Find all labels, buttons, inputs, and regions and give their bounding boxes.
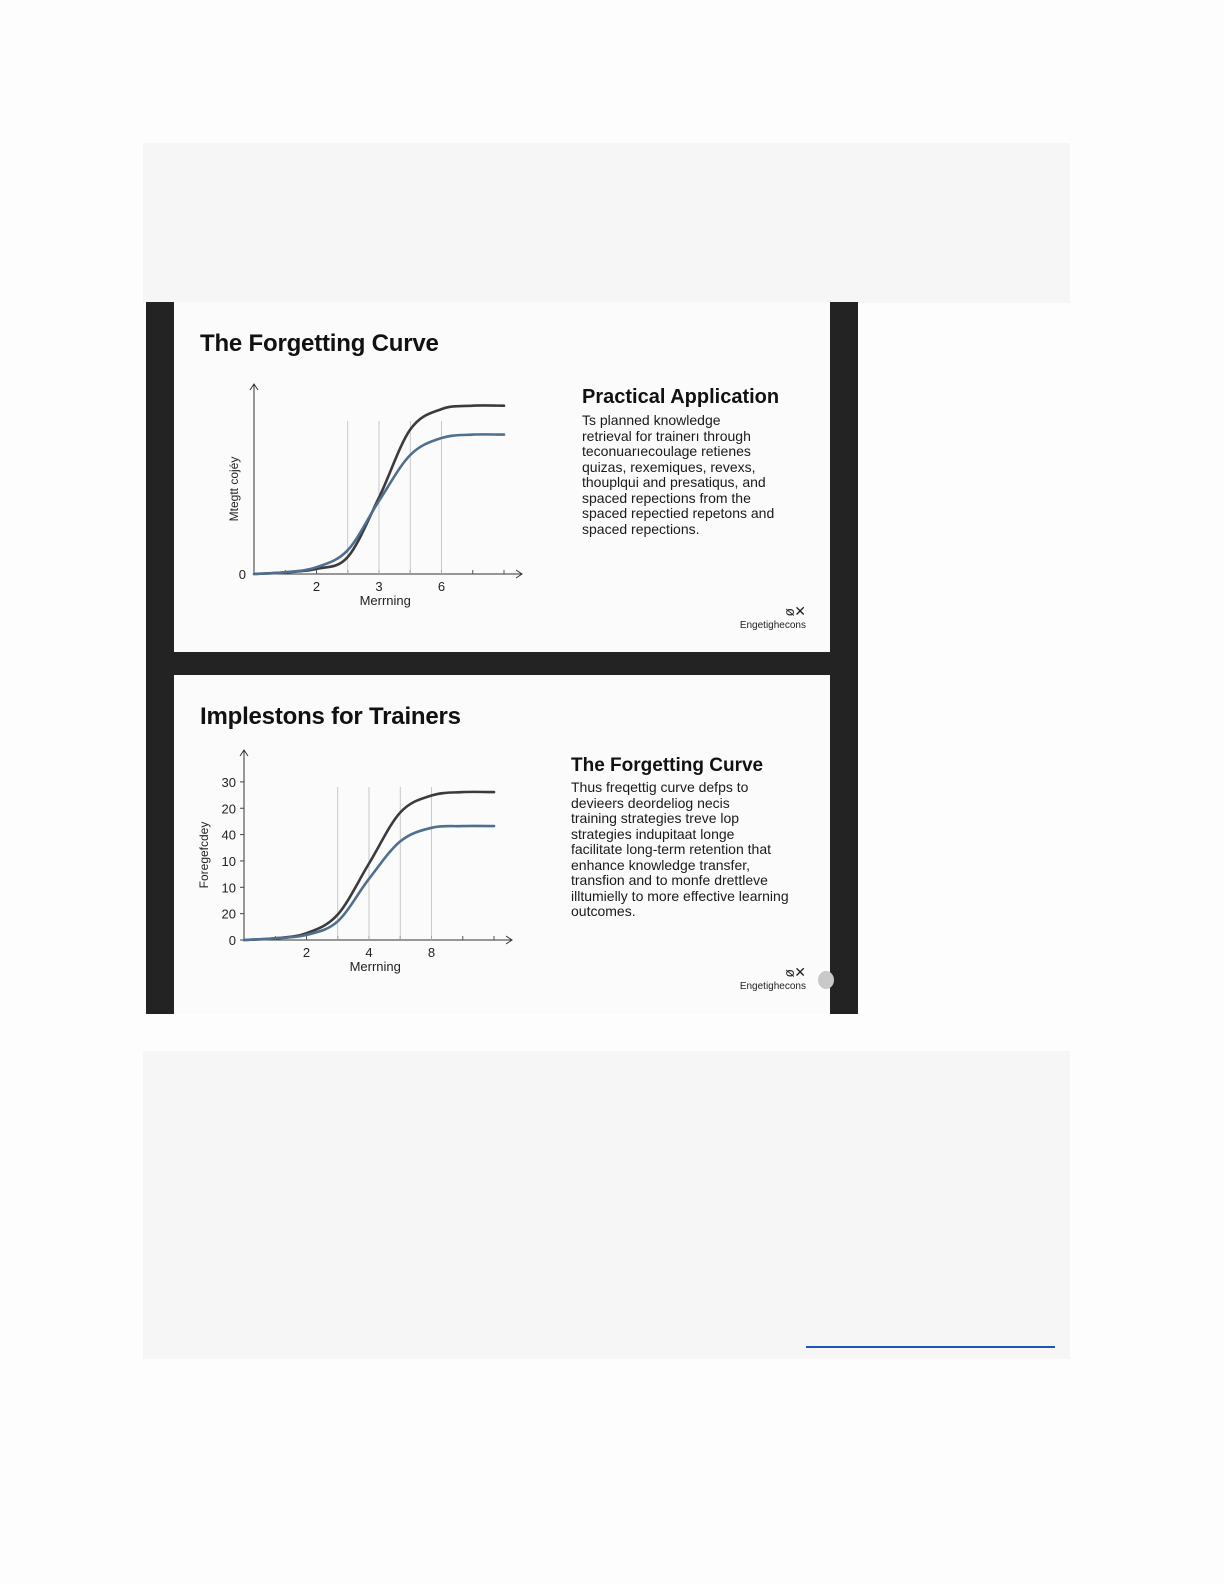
y-tick-label: 30 — [221, 774, 236, 790]
brand-name: Engetighecons — [739, 981, 806, 992]
y-tick-label: 10 — [221, 880, 236, 896]
y-tick-label: 20 — [221, 801, 236, 817]
slide-title: Implestons for Trainers — [200, 703, 461, 730]
y-axis-label: Mtegtt cojéy — [227, 456, 241, 522]
slide-viewer[interactable] — [146, 302, 858, 1014]
side-heading: Practical Application — [582, 386, 780, 408]
y-tick-label: 0 — [228, 933, 236, 948]
x-axis-label: Merrning — [349, 959, 401, 974]
y-tick-label: 10 — [221, 853, 236, 869]
page-band-top — [143, 143, 1070, 303]
x-axis-label: Merrning — [359, 593, 411, 608]
brand-name: Engetighecons — [739, 620, 806, 631]
y-tick-label: 0 — [238, 567, 246, 582]
slide-title: The Forgetting Curve — [200, 330, 439, 357]
forgetting-curve-chart — [214, 384, 514, 614]
y-axis-label: Foregefcdey — [197, 821, 211, 889]
x-tick-label: 2 — [302, 945, 311, 960]
x-tick-label: 4 — [365, 945, 373, 960]
slide-1[interactable] — [174, 302, 830, 652]
x-tick-label: 2 — [312, 579, 321, 594]
brand-logo-icon: ᴓ✕ — [785, 603, 806, 619]
side-body-text: Ts planned knowledge retrieval for trainerı through teconuarıecoulage retienes quizas, rexemiques, revexs, thouplqui and presatiqus, and spaced repections from the spaced repectied repetons and spaced repections. — [582, 412, 775, 537]
x-tick-label: 8 — [427, 945, 436, 960]
page-band-bottom — [143, 1051, 1070, 1359]
link-underline[interactable] — [806, 1346, 1055, 1348]
brand-block — [740, 604, 806, 631]
side-heading: The Forgetting Curve — [571, 755, 764, 776]
y-tick-label: 20 — [221, 906, 236, 922]
brand-block — [740, 965, 806, 992]
side-body-text: Thus freqettig curve defps to devieers deordeliog necis training strategies treve lop strategies indupitaat longe facilitate long-term retention that enhance knowledge transfer, transfion and to monfe drettleve illtumielly to more effective learning outcomes. — [571, 779, 789, 919]
trainers-curve-chart — [197, 750, 504, 980]
x-tick-label: 3 — [375, 579, 383, 594]
x-tick-label: 6 — [437, 579, 446, 594]
brand-logo-icon: ᴓ✕ — [785, 964, 806, 980]
scroll-handle[interactable] — [818, 971, 834, 989]
slide-2[interactable] — [174, 675, 830, 1014]
y-tick-label: 40 — [221, 827, 236, 843]
